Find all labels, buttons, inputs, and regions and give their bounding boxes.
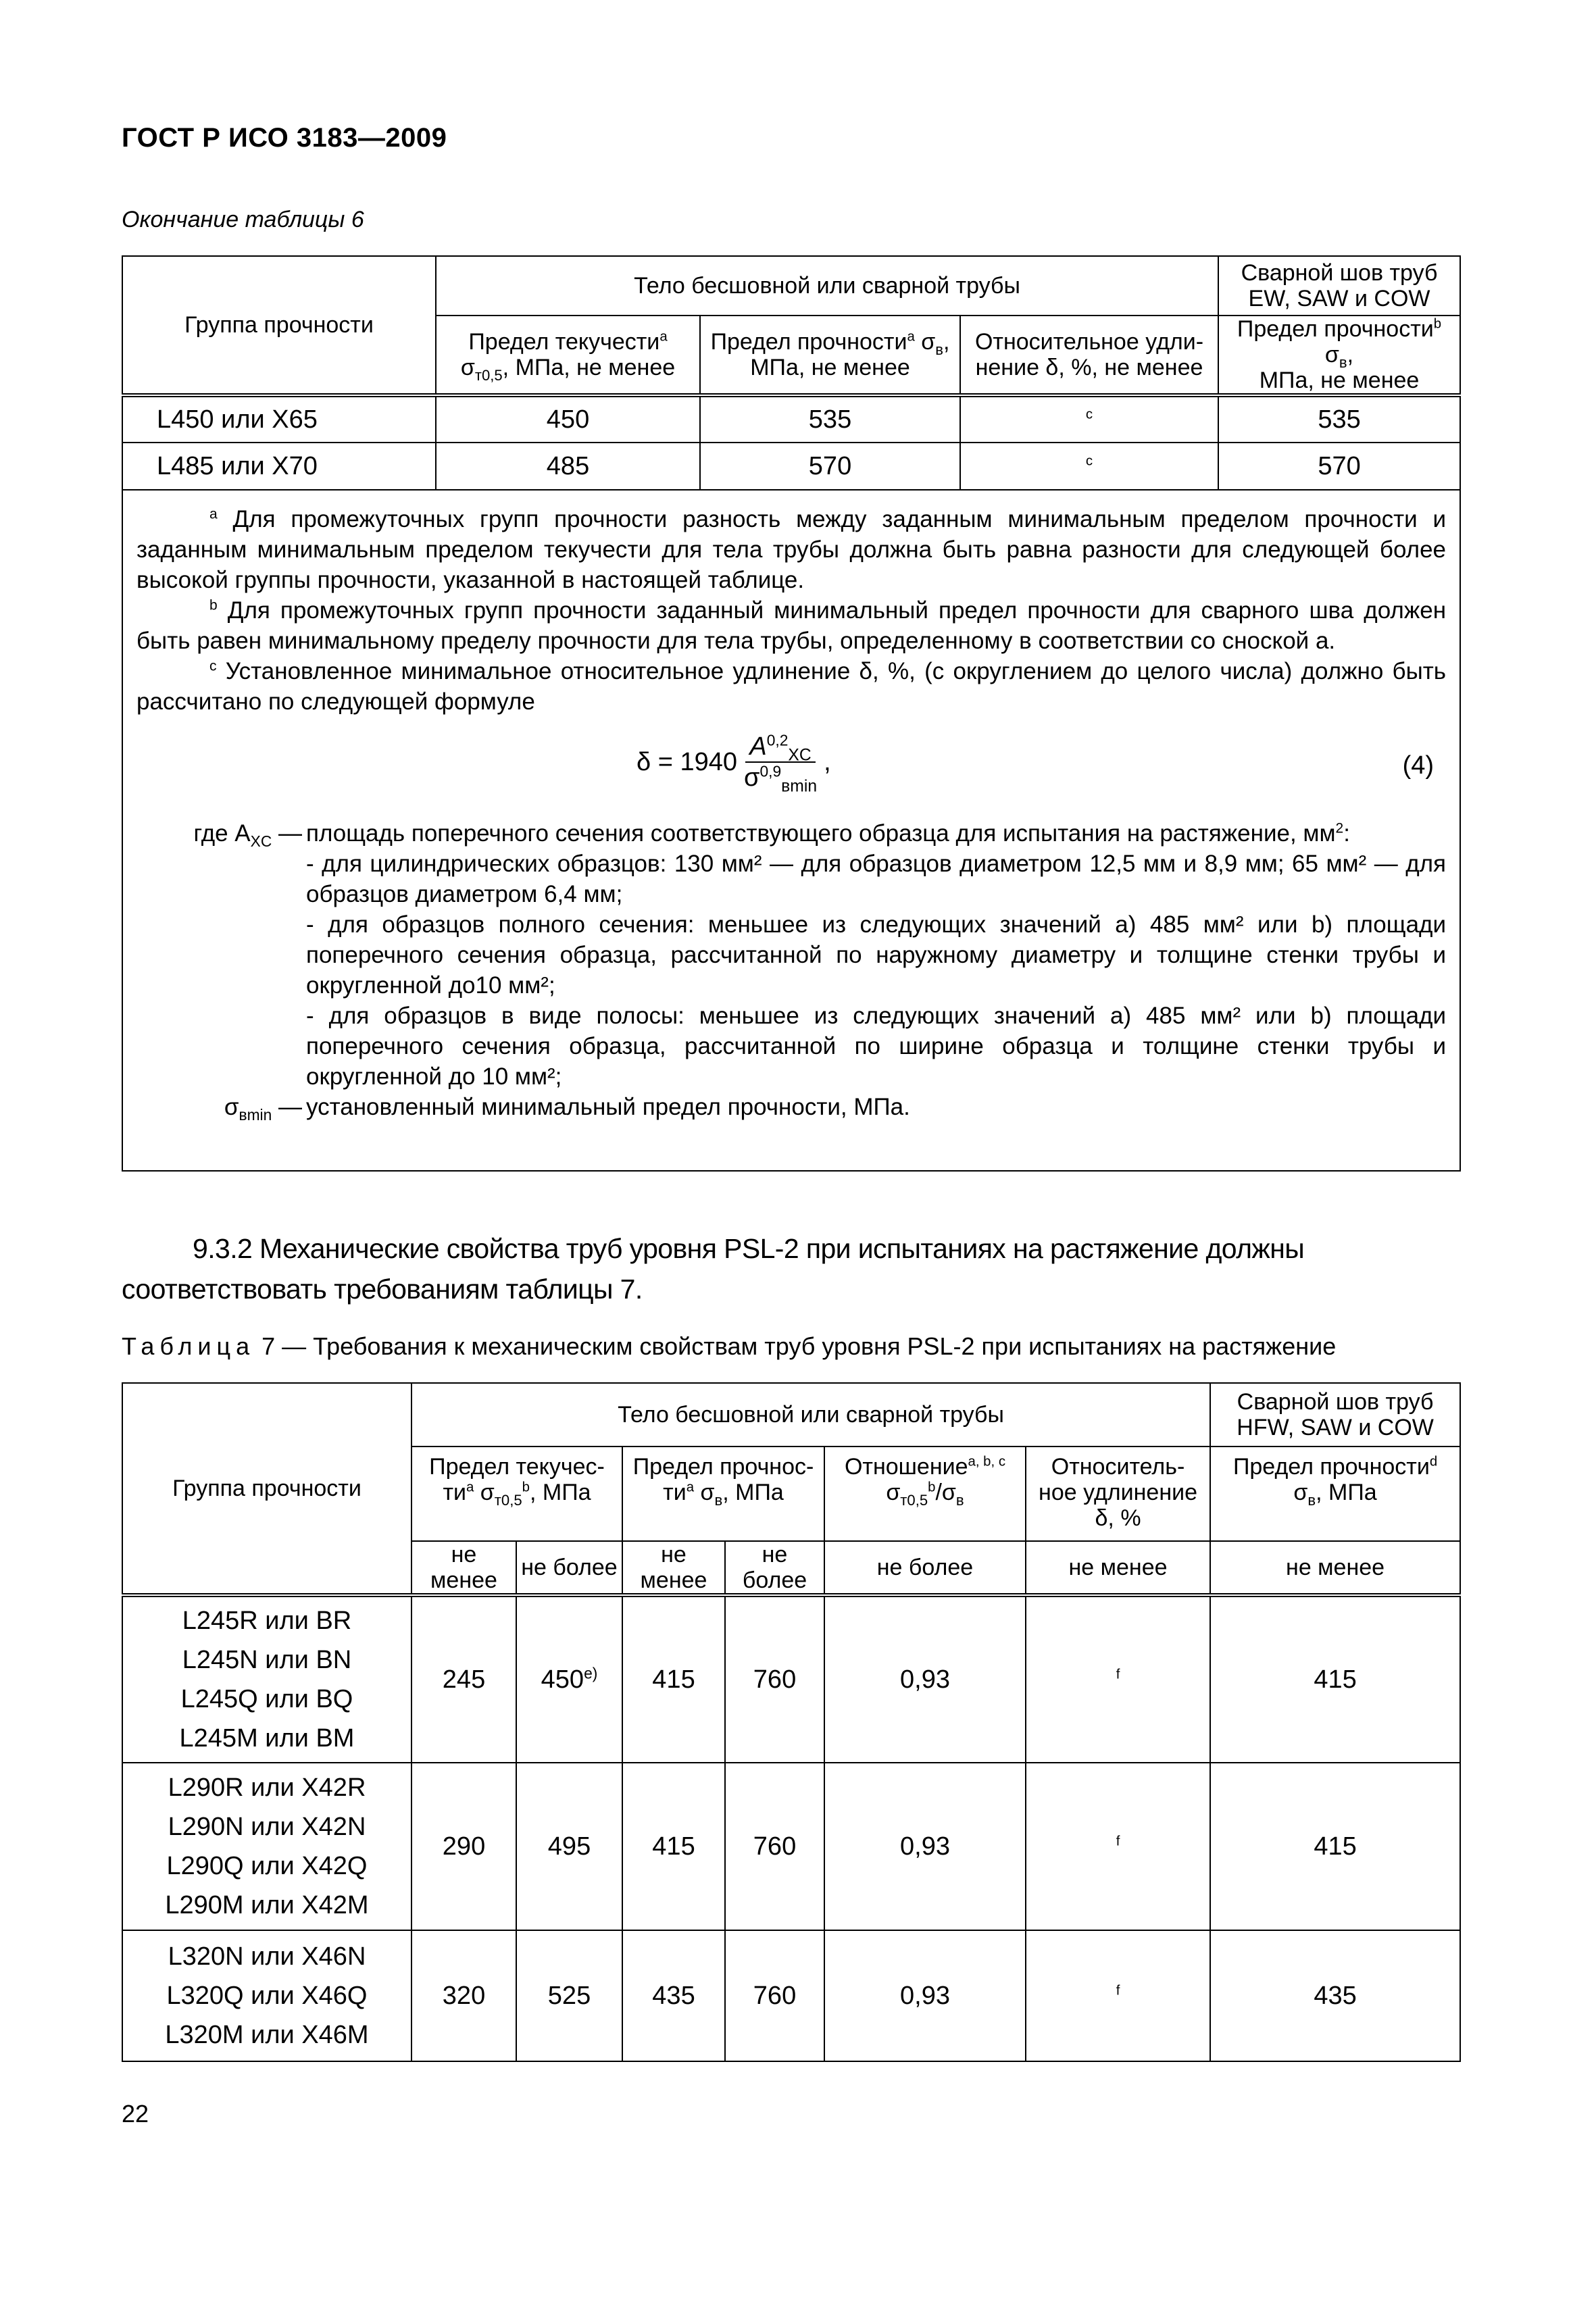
bullet-full-section: - для образцов полного сечения: меньшее из следующих значений а) 485 мм² или b) площади поперечного сечения образца, рассчитанной по наружному диаметру и толщине стенки трубы и округленной до10 мм²; <box>306 911 1447 999</box>
t7-sub-max: не более <box>516 1541 622 1595</box>
t6-cell-tensile: 535 <box>700 395 960 443</box>
document-title: ГОСТ Р ИСО 3183—2009 <box>122 123 447 153</box>
where-sigma: $\sigma_{вmin}$ — установленный минимальный предел прочности, МПа. <box>224 1094 910 1124</box>
formula-number: (4) <box>1402 751 1435 780</box>
t6-cell-elongation: c <box>960 443 1218 490</box>
t7-cell-yield-min: 290 <box>412 1763 516 1930</box>
table-row <box>122 443 1460 490</box>
footnote-b: $^b$ Для промежуточных групп прочности заданный минимальный предел прочности для сварного шва должен быть равен минимальному пределу прочности для тела трубы, определенному в соответствии со сноской а. <box>136 597 1447 654</box>
t7-sub-min: не менее <box>622 1541 725 1595</box>
table6 <box>122 255 1461 1172</box>
t7-header-tensile: Предел прочнос- $ти^a$ $\sigma_в$, МПа <box>622 1447 824 1541</box>
table7-caption: Таблица 7 — Требования к механическим свойствам труб уровня PSL-2 при испытаниях на растяжение <box>122 1332 1337 1360</box>
t7-cell-yield-max: 450$^{e)}$ <box>516 1595 622 1763</box>
t7-cell-tensile-min: 435 <box>622 1930 725 2061</box>
t6-cell-tensile: 570 <box>700 443 960 490</box>
page-number: 22 <box>122 2100 149 2128</box>
t7-cell-ratio: 0,93 <box>824 1763 1026 1930</box>
t7-sub-min: не менее <box>412 1541 516 1595</box>
t7-header-group: Группа прочности <box>122 1383 412 1595</box>
t7-cell-yield-max: 495 <box>516 1763 622 1930</box>
t7-cell-tensile-min: 415 <box>622 1763 725 1930</box>
paragraph-9-3-2: 9.3.2 Механические свойства труб уровня PSL-2 при испытаниях на растяжение должны соответствовать требованиям таблицы 7. <box>122 1233 1305 1305</box>
t6-cell-group: L485 или X70 <box>122 443 436 490</box>
t6-header-yield: Предел текучести$^a$ $\sigma_{т0,5}$, МПа, не менее <box>436 316 700 395</box>
t7-sub-max: не более <box>824 1541 1026 1595</box>
t6-cell-weld: 570 <box>1218 443 1460 490</box>
t7-cell-elongation: f <box>1026 1930 1210 2061</box>
t7-cell-elongation: f <box>1026 1595 1210 1763</box>
t6-notes <box>122 490 1460 1171</box>
t6-header-weld-tensile: Предел прочности$^b$ $\sigma_в$, МПа, не менее <box>1218 316 1460 395</box>
t7-cell-weld: 415 <box>1210 1595 1460 1763</box>
t6-header-elongation: Относительное удли- нение δ, %, не менее <box>960 316 1218 395</box>
t7-header-weld: Сварной шов труб HFW, SAW и COW <box>1210 1383 1460 1447</box>
t7-cell-ratio: 0,93 <box>824 1930 1026 2061</box>
t7-cell-yield-min: 320 <box>412 1930 516 2061</box>
table-row <box>122 395 1460 443</box>
t6-header-weld: Сварной шов труб EW, SAW и COW <box>1218 256 1460 316</box>
footnote-a: $^a$ Для промежуточных групп прочности разность между заданным минимальным пределом прочности и заданным минимальным пределом текучести для тела трубы должна быть равна разности для следующей более высокой группы прочности, указанной в настоящей таблице. <box>136 506 1447 593</box>
t7-cell-tensile-min: 415 <box>622 1595 725 1763</box>
t6-header-body: Тело бесшовной или сварной трубы <box>436 256 1218 316</box>
t7-cell-groups: L290R или X42R L290N или X42N L290Q или X42Q L290M или X42M <box>122 1763 412 1930</box>
table7 <box>122 1382 1461 2062</box>
t7-header-body: Тело бесшовной или сварной трубы <box>412 1383 1210 1447</box>
t7-cell-ratio: 0,93 <box>824 1595 1026 1763</box>
bullet-strip: - для образцов в виде полосы: меньшее из следующих значений а) 485 мм² или b) площади поперечного сечения образца, рассчитанной по ширине образца и толщине стенки трубы и округленной до 10 мм²; <box>306 1003 1447 1090</box>
t6-cell-yield: 485 <box>436 443 700 490</box>
table-row <box>122 1595 1460 1763</box>
t7-cell-weld: 435 <box>1210 1930 1460 2061</box>
t7-cell-tensile-max: 760 <box>725 1595 824 1763</box>
t7-cell-tensile-max: 760 <box>725 1763 824 1930</box>
table-row <box>122 1763 1460 1930</box>
t7-sub-min: не менее <box>1026 1541 1210 1595</box>
t6-cell-weld: 535 <box>1218 395 1460 443</box>
table-row <box>122 1930 1460 2061</box>
t7-cell-elongation: f <box>1026 1763 1210 1930</box>
t7-cell-yield-max: 525 <box>516 1930 622 2061</box>
t7-sub-max: не более <box>725 1541 824 1595</box>
where-axc: где $A_{XC}$ — площадь поперечного сечения соответствующего образца для испытания на растяжение, $мм^2$: - для цилиндрических образцов: 130 мм² — для образцов диаметром 12,5 мм и 8,9 мм; 65 мм² — для образцов диаметром 6,4 мм; - для образцов полного сечения: меньшее из следующих значений а) 485 мм² или b) площади поперечного сечения образца, рассчитанной по наружному диаметру и толщине стенки трубы и округленной до10 мм²; - для образцов в виде полосы: меньшее из следующих значений а) 485 мм² или b) площади поперечного сечения образца, рассчитанной по ширине образца и толщине стенки трубы и округленной до 10 мм²; <box>136 818 1446 1092</box>
t7-cell-groups: L245R или BR L245N или BN L245Q или BQ L245M или BM <box>122 1595 412 1763</box>
t6-cell-group: L450 или X65 <box>122 395 436 443</box>
t7-cell-tensile-max: 760 <box>725 1930 824 2061</box>
t7-sub-min: не менее <box>1210 1541 1460 1595</box>
footnote-c: $^c$ Установленное минимальное относительное удлинение δ, %, (с округлением до целого числа) должно быть рассчитано по следующей формуле <box>136 658 1447 715</box>
t7-cell-yield-min: 245 <box>412 1595 516 1763</box>
table6-caption: Окончание таблицы 6 <box>122 207 364 232</box>
t7-header-elongation: Относитель- ное удлинение δ, % <box>1026 1447 1210 1541</box>
t6-header-tensile: Предел прочности$^a$ $\sigma_в$, МПа, не менее <box>700 316 960 395</box>
t6-header-group: Группа прочности <box>122 256 436 395</box>
bullet-cylindrical: - для цилиндрических образцов: 130 мм² — для образцов диаметром 12,5 мм и 8,9 мм; 65 мм² — для образцов диаметром 6,4 мм; <box>306 851 1447 907</box>
t7-cell-weld: 415 <box>1210 1763 1460 1930</box>
t6-cell-elongation: c <box>960 395 1218 443</box>
t7-cell-groups: L320N или X46N L320Q или X46Q L320M или X46M <box>122 1930 412 2061</box>
t7-header-ratio: Отношение$^{a, b, c}$ $\sigma_{т0,5}^b/\sigma_в$ <box>824 1447 1026 1541</box>
formula: δ = 1940 $\frac{A^{0,2}_{XC}}{\sigma^{0,9}_{вmin}}$ , (4) <box>637 731 1435 796</box>
t6-cell-yield: 450 <box>436 395 700 443</box>
t7-header-yield: Предел текучес- $ти^a$ $\sigma_{т0,5}^b$, МПа <box>412 1447 622 1541</box>
t7-header-weld-tensile: Предел прочности$^d$ $\sigma_в$, МПа <box>1210 1447 1460 1541</box>
